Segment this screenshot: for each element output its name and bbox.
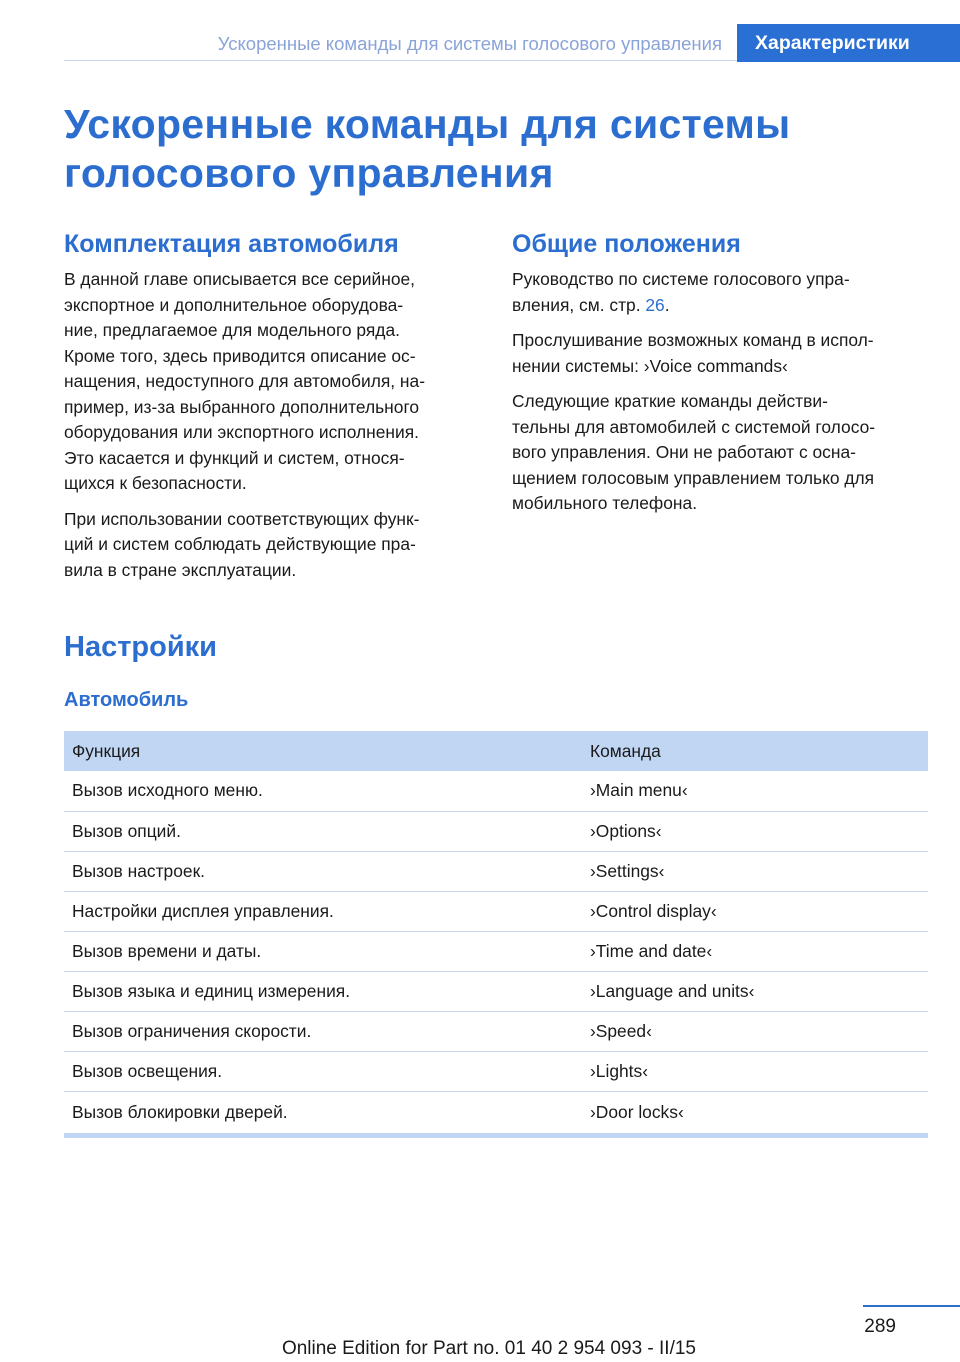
text-line: экспортное и дополнительное оборудова- (64, 294, 404, 315)
function-cell: Вызов опций. (64, 811, 582, 851)
text-line: ние, предлагаемое для модельного ряда. (64, 320, 400, 340)
function-cell: Вызов блокировки дверей. (64, 1091, 582, 1135)
command-cell: ›Language and units‹ (582, 971, 928, 1011)
equipment-paragraph (64, 267, 474, 497)
left-column (64, 226, 474, 593)
text-line-end: . (664, 294, 670, 315)
header-command: Команда (582, 731, 928, 771)
function-cell: Настройки дисплея управления. (64, 891, 582, 931)
text-line: оборудования или экспортного исполнения. (64, 422, 419, 442)
text-line: мобильного телефона. (512, 493, 698, 513)
text-line: Кроме того, здесь приводится описание ос- (64, 345, 416, 366)
table-row (64, 971, 928, 1011)
text-line: нащения, недоступного для автомобиля, на- (64, 371, 425, 391)
text-line: вила в стране эксплуатации. (64, 559, 297, 580)
function-cell: Вызов исходного меню. (64, 771, 582, 811)
text-line: пример, из-за выбранного дополнительного (64, 396, 420, 417)
command-cell: ›Settings‹ (582, 851, 928, 891)
footer-rule (863, 1305, 960, 1307)
text-line: вления, см. стр. (512, 294, 646, 315)
text-line: тельны для автомобилей с системой голосо- (512, 416, 876, 437)
page-title (64, 100, 790, 198)
command-cell: ›Control display‹ (582, 891, 928, 931)
chapter-title: Ускоренные команды для системы голосового управления (217, 33, 722, 54)
table-row (64, 811, 928, 851)
table-row (64, 851, 928, 891)
command-cell: ›Time and date‹ (582, 931, 928, 971)
page-title-line: голосового управления (64, 150, 554, 196)
text-line: щением голосовым управлением только для (512, 467, 875, 488)
table-header-row (64, 731, 928, 771)
page-title-line: Ускоренные команды для системы (64, 101, 791, 147)
text-line: ций и систем соблюдать действующие пра- (64, 534, 416, 554)
commands-table (64, 731, 928, 1138)
shortcut-paragraph (512, 389, 922, 517)
table-row (64, 771, 928, 811)
right-column (512, 226, 922, 527)
text-line: вого управления. Они не работают с осна- (512, 442, 856, 462)
command-cell: ›Main menu‹ (582, 771, 928, 811)
function-cell: Вызов языка и единиц измерения. (64, 971, 582, 1011)
table-row (64, 891, 928, 931)
command-cell: ›Speed‹ (582, 1011, 928, 1051)
header-function: Функция (64, 731, 582, 771)
table-row (64, 1051, 928, 1091)
command-cell: ›Lights‹ (582, 1051, 928, 1091)
text-line: Следующие краткие команды действи- (512, 391, 828, 411)
page-link[interactable]: 26 (645, 294, 665, 315)
page-number: 289 (864, 1316, 896, 1337)
table-row (64, 1011, 928, 1051)
voice-commands-paragraph (512, 328, 922, 379)
usage-paragraph (64, 507, 474, 584)
equipment-heading: Комплектация автомобиля (64, 230, 399, 258)
general-heading: Общие положения (512, 230, 741, 258)
text-line: В данной главе описывается все серийное, (64, 269, 416, 289)
table-row (64, 1091, 928, 1135)
function-cell: Вызов освещения. (64, 1051, 582, 1091)
manual-reference-paragraph (512, 267, 922, 318)
text-line: нении системы: ›Voice commands‹ (512, 355, 788, 376)
function-cell: Вызов ограничения скорости. (64, 1011, 582, 1051)
text-line: При использовании соответствующих функ- (64, 508, 420, 529)
text-line: Руководство по системе голосового упра- (512, 269, 850, 289)
command-cell: ›Options‹ (582, 811, 928, 851)
function-cell: Вызов настроек. (64, 851, 582, 891)
text-line: щихся к безопасности. (64, 473, 247, 493)
vehicle-subtitle: Автомобиль (64, 689, 189, 711)
text-line: Прослушивание возможных команд в испол- (512, 330, 874, 350)
text-line: Это касается и функций и систем, относя- (64, 447, 405, 468)
chapter-tab[interactable]: Характеристики (737, 24, 960, 62)
table-row (64, 931, 928, 971)
settings-title: Настройки (64, 631, 218, 663)
edition-info: Online Edition for Part no. 01 40 2 954 093 - II/15 (281, 1338, 696, 1359)
function-cell: Вызов времени и даты. (64, 931, 582, 971)
command-cell: ›Door locks‹ (582, 1091, 928, 1135)
